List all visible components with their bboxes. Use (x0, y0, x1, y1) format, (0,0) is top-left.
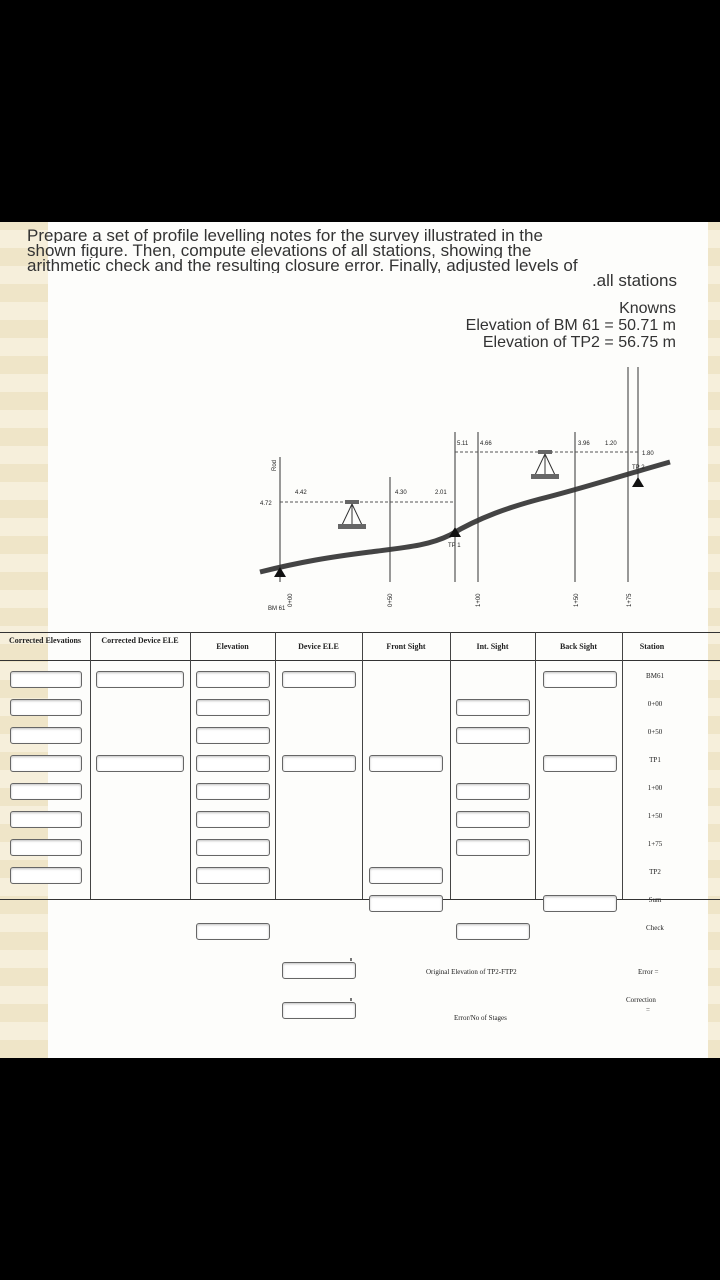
check-difference-input[interactable] (456, 923, 530, 940)
station-0-00: 0+00 (288, 593, 294, 607)
header-corrected-elevations: Corrected Elevations (8, 636, 82, 645)
error-input[interactable] (282, 962, 356, 979)
front-sight-input-tp1[interactable] (369, 755, 443, 772)
corrected-elevation-input-tp2[interactable] (10, 867, 82, 884)
reading-5-11: 5.11 (457, 441, 469, 447)
back-sight-sum-input[interactable] (543, 895, 617, 912)
column-divider (275, 632, 276, 899)
correction-equals: = (646, 1006, 650, 1014)
known-tp2: Elevation of TP2 = 56.75 m (482, 334, 676, 351)
check-elevation-input[interactable] (196, 923, 270, 940)
reading-1-20: 1.20 (605, 441, 617, 447)
station-label-1-50: 1+50 (647, 812, 663, 820)
corrected-device-ele-input-bm61[interactable] (96, 671, 184, 688)
table-top-border (0, 632, 720, 633)
tp2-label: TP 2 (632, 465, 645, 471)
question-line-4: .all stations (591, 273, 677, 288)
station-label-1-00: 1+00 (647, 784, 663, 792)
station-label-1-75: 1+75 (647, 840, 663, 848)
original-elevation-label: Original Elevation of TP2-FTP2 (426, 968, 517, 976)
equals-mark (350, 998, 352, 1001)
column-divider (535, 632, 536, 899)
reading-4-42: 4.42 (295, 490, 307, 496)
correction-input[interactable] (282, 1002, 356, 1019)
elevation-input-1-00[interactable] (196, 783, 270, 800)
knowns-block (466, 300, 676, 351)
station-label-tp1: TP1 (649, 756, 661, 764)
back-sight-input-tp1[interactable] (543, 755, 617, 772)
elevation-input-0-00[interactable] (196, 699, 270, 716)
station-1-75: 1+75 (627, 593, 633, 607)
corrected-elevation-input-0-50[interactable] (10, 727, 82, 744)
tp1-label: TP 1 (448, 543, 461, 549)
column-divider (90, 632, 91, 899)
elevation-input-1-75[interactable] (196, 839, 270, 856)
back-sight-input-bm61[interactable] (543, 671, 617, 688)
int-sight-input-0-50[interactable] (456, 727, 530, 744)
level-instrument-1 (338, 500, 366, 529)
question-text (27, 228, 677, 288)
header-bottom-border (0, 660, 720, 661)
elevation-input-1-50[interactable] (196, 811, 270, 828)
corrected-device-ele-input-tp1[interactable] (96, 755, 184, 772)
header-elevation: Elevation (216, 642, 249, 651)
front-sight-input-tp2[interactable] (369, 867, 443, 884)
corrected-elevation-input-0-00[interactable] (10, 699, 82, 716)
reading-3-96: 3.96 (578, 441, 590, 447)
error-label: Error = (638, 968, 659, 976)
elevation-input-bm61[interactable] (196, 671, 270, 688)
station-1-50: 1+50 (574, 593, 580, 607)
corrected-elevation-input-tp1[interactable] (10, 755, 82, 772)
int-sight-input-1-50[interactable] (456, 811, 530, 828)
level-instrument-2 (531, 450, 559, 479)
ground-profile (260, 459, 670, 572)
question-line-2: shown figure. Then, compute elevations of all stations, showing the (27, 243, 532, 258)
reading-4-72: 4.72 (260, 501, 272, 507)
check-label: Check (646, 924, 664, 932)
reading-1-80: 1.80 (642, 451, 654, 457)
int-sight-input-1-00[interactable] (456, 783, 530, 800)
corrected-elevation-input-1-00[interactable] (10, 783, 82, 800)
int-sight-input-1-75[interactable] (456, 839, 530, 856)
known-bm61: Elevation of BM 61 = 50.71 m (465, 317, 676, 334)
error-per-stage-label: Error/No of Stages (454, 1014, 507, 1022)
header-int-sight: Int. Sight (476, 642, 509, 651)
reading-4-66: 4.66 (480, 441, 492, 447)
corrected-elevation-input-bm61[interactable] (10, 671, 82, 688)
corrected-elevation-input-1-50[interactable] (10, 811, 82, 828)
header-corrected-device-ele: Corrected Device ELE (101, 636, 179, 645)
profile-diagram (250, 357, 680, 622)
device-ele-input-bm61[interactable] (282, 671, 356, 688)
station-label-0-50: 0+50 (647, 728, 663, 736)
device-ele-input-tp1[interactable] (282, 755, 356, 772)
column-divider (362, 632, 363, 899)
profile-levelling-figure (250, 357, 680, 622)
worksheet (0, 222, 720, 1058)
reading-2-01: 2.01 (435, 490, 447, 496)
int-sight-input-0-00[interactable] (456, 699, 530, 716)
sum-label: Sum (648, 896, 662, 904)
elevation-input-tp2[interactable] (196, 867, 270, 884)
elevation-input-0-50[interactable] (196, 727, 270, 744)
station-0-50: 0+50 (388, 593, 394, 607)
knowns-title: Knowns (619, 300, 676, 317)
reading-4-30: 4.30 (395, 490, 407, 496)
corrected-elevation-input-1-75[interactable] (10, 839, 82, 856)
station-label-0-00: 0+00 (647, 700, 663, 708)
question-line-1: Prepare a set of profile levelling notes for the survey illustrated in the (27, 228, 543, 243)
header-front-sight: Front Sight (386, 642, 426, 651)
tp2-marker (632, 477, 644, 487)
equals-mark (350, 958, 352, 961)
bm61-label: BM 61 (268, 606, 286, 612)
column-divider (450, 632, 451, 899)
station-label-bm61: BM61 (646, 672, 664, 680)
correction-label: Correction (626, 996, 656, 1004)
header-device-ele: Device ELE (298, 642, 339, 651)
station-label-tp2: TP2 (649, 868, 661, 876)
column-divider (622, 632, 623, 899)
header-station: Station (639, 642, 665, 651)
question-line-3: arithmetic check and the resulting closure error. Finally, adjusted levels of (27, 258, 578, 273)
station-1-00: 1+00 (476, 593, 482, 607)
column-divider (190, 632, 191, 899)
front-sight-sum-input[interactable] (369, 895, 443, 912)
levelling-table (0, 632, 720, 1052)
rod-label: Rod (272, 459, 278, 471)
header-back-sight: Back Sight (559, 642, 598, 651)
elevation-input-tp1[interactable] (196, 755, 270, 772)
